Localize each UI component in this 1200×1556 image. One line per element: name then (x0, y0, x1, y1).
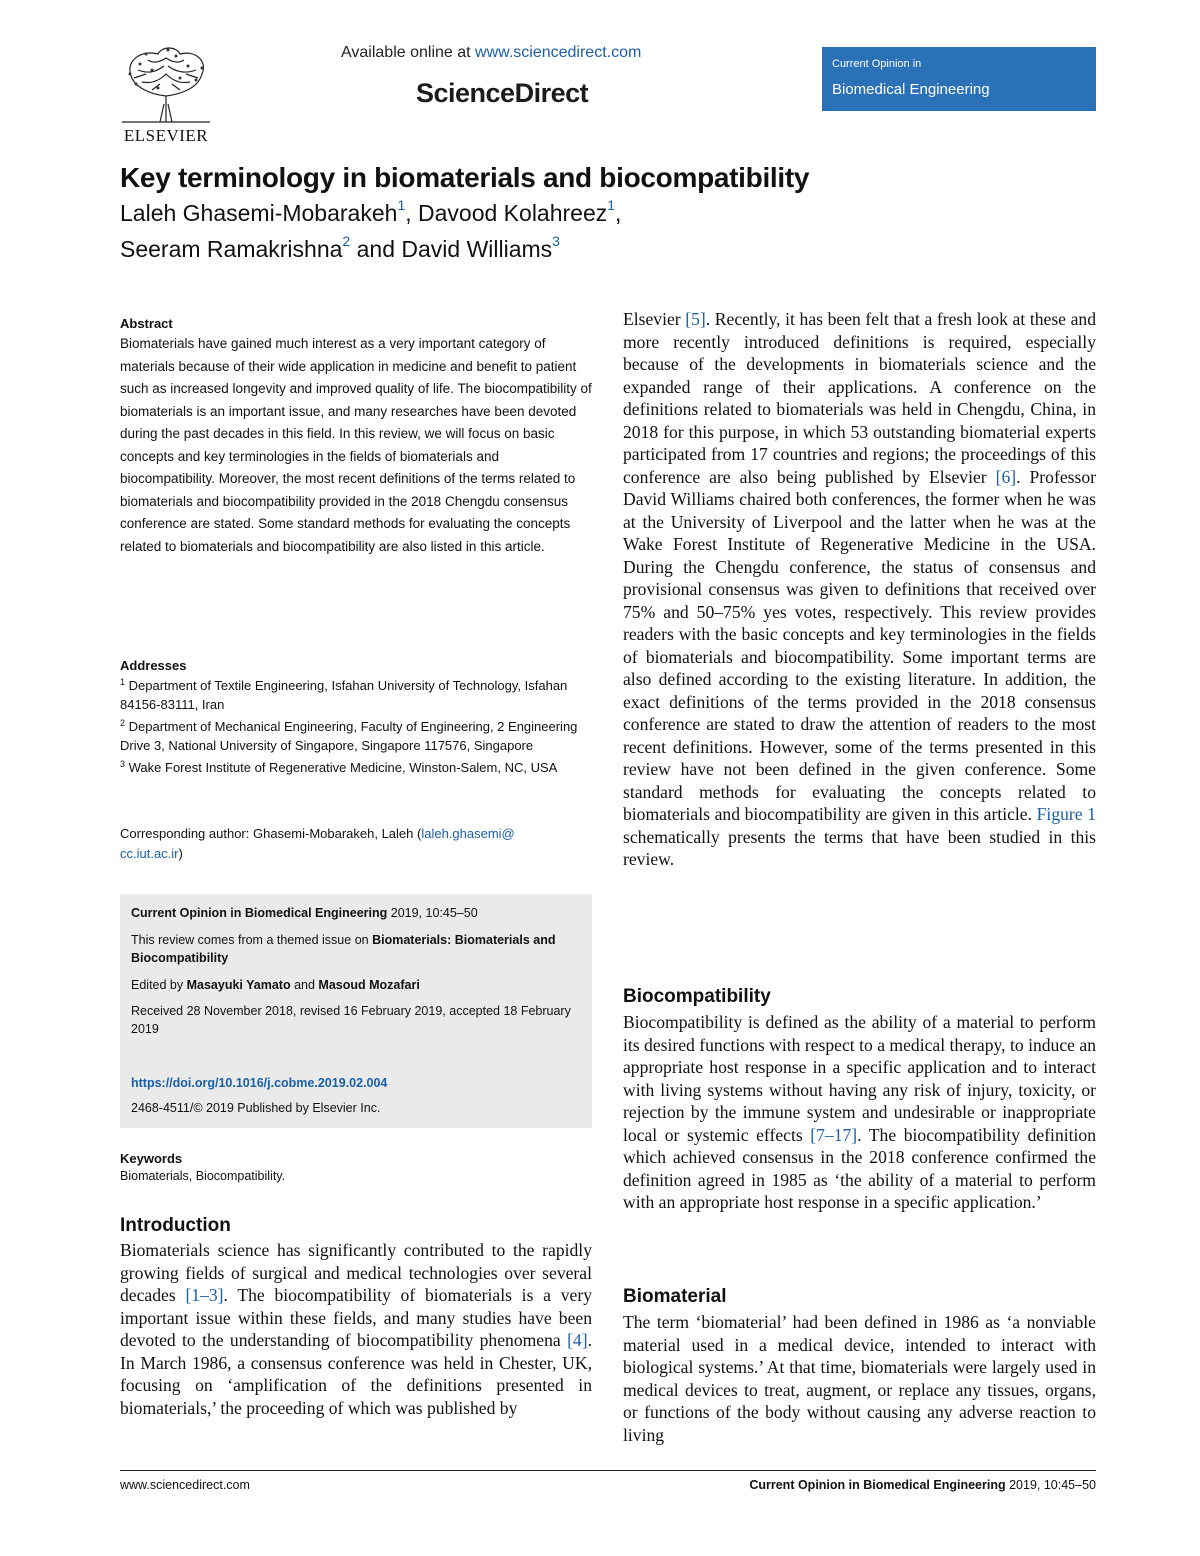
authors-line-2 (120, 233, 560, 263)
addresses-heading: Addresses (120, 658, 187, 673)
abstract-text: Biomaterials have gained much interest as a very important category of materials because of their wide application in medicine and benefit to patient such as increased longevity and improved quality of life. The biocompatibility of biomaterials is an important issue, and many researches have been devoted during the past decades in this field. In this review, we will focus on basic concepts and key terminologies in the fields of biomaterials and biocompatibility. Moreover, the most recent definitions of the terms related to biomaterials and biocompatibility provided in the 2018 Chengdu consensus conference are stated. Some standard methods for evaluating the concepts related to biomaterials and biocompatibility are also listed in this article. (120, 336, 592, 554)
addresses-section (120, 658, 592, 777)
citation-link[interactable]: [1–3] (185, 1285, 224, 1305)
journal-banner-line1: Current Opinion in (832, 58, 922, 70)
author-name: Laleh Ghasemi-Mobarakeh (120, 200, 398, 226)
abstract-section (120, 316, 592, 558)
info-citation: Current Opinion in Biomedical Engineering 2019, 10:45–50 (131, 906, 478, 920)
corresponding-email-link[interactable]: laleh.ghasemi@ (421, 826, 515, 841)
biomaterial-section (623, 1286, 1096, 1446)
author-affiliation-mark[interactable]: 2 (342, 233, 351, 249)
available-online-line (341, 44, 641, 62)
info-editors: Edited by Masayuki Yamato and Masoud Mozafari (131, 978, 420, 992)
footer-divider (120, 1470, 1096, 1471)
author-name: Seeram Ramakrishna (120, 236, 343, 262)
author-separator: and (350, 236, 402, 262)
footer-website[interactable]: www.sciencedirect.com (120, 1478, 250, 1492)
footer-citation: Current Opinion in Biomedical Engineering 2019, 10:45–50 (749, 1478, 1096, 1492)
doi-link[interactable]: https://doi.org/10.1016/j.cobme.2019.02.004 (131, 1076, 388, 1090)
author-separator: , (615, 200, 622, 226)
abstract-heading: Abstract (120, 316, 173, 331)
author-name: David Williams (401, 236, 553, 262)
intro-continued (623, 308, 1096, 871)
author-name: Davood Kolahreez (418, 200, 608, 226)
author-separator: , (405, 200, 419, 226)
journal-banner-line2: Biomedical Engineering (832, 81, 990, 98)
article-title: Key terminology in biomaterials and biocompatibility (120, 162, 810, 193)
biocompatibility-heading: Biocompatibility (623, 986, 771, 1007)
info-themed-issue: This review comes from a themed issue on Biomaterials: Biomaterials and Biocompatibility (131, 933, 556, 965)
intro-continued-text: Elsevier [5]. Recently, it has been felt that a fresh look at these and more recently introduced definitions is required, especially because of the developments in biomaterials science and the expanded range of their applications. A conference on the definitions related to biomaterials was held in Chengdu, China, in 2018 for this purpose, in which 53 outstanding biomaterial experts participated from 17 countries and regions; the proceedings of this conference are also being published by Elsevier [6]. Professor David Williams chaired both conferences, the former when he was at the University of Liverpool and the latter when he was at the Wake Forest Institute of Regenerative Medicine in the USA. During the Chengdu conference, the status of consensus and provisional consensus was given to definitions that received over 75% and 50–75% yes votes, respectively. This review provides readers with the basic concepts and key terminologies in the fields of biomaterials and biocompatibility. Some important terms are also defined according to the existing literature. In addition, the exact definitions of the terms provided in the 2018 consensus conference are stated to draw the attention of readers to the most recent definitions. However, some of the terms presented in this review have not been defined in the given conference. Some standard methods for evaluating the concepts related to biomaterials and biocompatibility are given in this article. Figure 1 schematically presents the terms that have been studied in this review. (623, 309, 1096, 869)
authors-line-1 (120, 197, 621, 227)
figure-link[interactable]: Figure 1 (1036, 804, 1096, 824)
elsevier-wordmark: ELSEVIER (123, 126, 209, 145)
address-item: $^2$ Department of Mechanical Engineering, Faculty of Engineering, 2 Engineering Drive 3, National University of Singapore, Singapore 117576, Singapore (120, 718, 578, 753)
corresponding-author: Corresponding author: Ghasemi-Mobarakeh, Laleh (laleh.ghasemi@ cc.iut.ac.ir) (120, 826, 515, 861)
citation-link[interactable]: [5] (685, 309, 706, 329)
keywords-text: Biomaterials, Biocompatibility. (120, 1169, 286, 1183)
sciencedirect-brand: ScienceDirect (416, 78, 589, 108)
journal-banner (822, 47, 1096, 111)
info-doi (131, 1074, 583, 1092)
citation-link[interactable]: [4] (567, 1330, 588, 1350)
introduction-heading: Introduction (120, 1215, 231, 1236)
introduction-text: Biomaterials science has significantly contributed to the rapidly growing fields of surgical and medical technologies over several decades [1–3]. The biocompatibility of biomaterials is a very important issue within these fields, and many studies have been devoted to the understanding of biocompatibility phenomena [4]. In March 1986, a consensus conference was held in Chester, UK, focusing on ‘amplification of the definitions presented in biomaterials,’ the proceeding of which was published by (120, 1240, 592, 1418)
citation-link[interactable]: [6] (995, 466, 1017, 487)
author-affiliation-mark[interactable]: 1 (607, 197, 616, 213)
info-received: Received 28 November 2018, revised 16 February 2019, accepted 18 February 2019 (131, 1004, 571, 1036)
biocompatibility-section (623, 986, 1096, 1214)
address-item: $^1$ Department of Textile Engineering, Isfahan University of Technology, Isfahan 84156-83111, Iran (120, 677, 568, 712)
author-affiliation-mark[interactable]: 3 (552, 233, 560, 249)
biomaterial-text: The term ‘biomaterial’ had been defined in 1986 as ‘a nonviable material used in a medical device, intended to interact with biological systems.’ At that time, biomaterials were largely used in medical devices to treat, augment, or replace any tissues, organs, or functions of the body without causing any adverse reaction to living (623, 1312, 1096, 1445)
elsevier-logo (118, 44, 214, 148)
corresponding-email-link-cont[interactable]: cc.iut.ac.ir (120, 846, 179, 861)
address-item: $^3$ Wake Forest Institute of Regenerative Medicine, Winston-Salem, NC, USA (120, 759, 558, 775)
author-affiliation-mark[interactable]: 1 (397, 197, 406, 213)
sciencedirect-link[interactable]: www.sciencedirect.com (475, 44, 642, 61)
biomaterial-heading: Biomaterial (623, 1286, 727, 1307)
citation-link[interactable]: [7–17] (810, 1124, 858, 1145)
keywords-section (120, 1151, 592, 1186)
biocompatibility-text: Biocompatibility is defined as the ability of a material to perform its desired functions with respect to a medical therapy, to induce an appropriate host response in a specific application and to interact with living systems without having any risk of injury, toxicity, or rejection by the immune system and undesirable or inappropriate local or systemic effects [7–17]. The biocompatibility definition which achieved consensus in the 2018 conference confirmed the definition agreed in 1985 as ‘the ability of a material to perform with an appropriate host response in a specific application.’ (623, 1012, 1096, 1212)
info-issn: 2468-4511/© 2019 Published by Elsevier Inc. (131, 1101, 381, 1115)
article-info-box (120, 894, 592, 1128)
keywords-heading: Keywords (120, 1151, 183, 1166)
available-prefix: Available online at (341, 44, 476, 61)
introduction-section (120, 1215, 592, 1419)
